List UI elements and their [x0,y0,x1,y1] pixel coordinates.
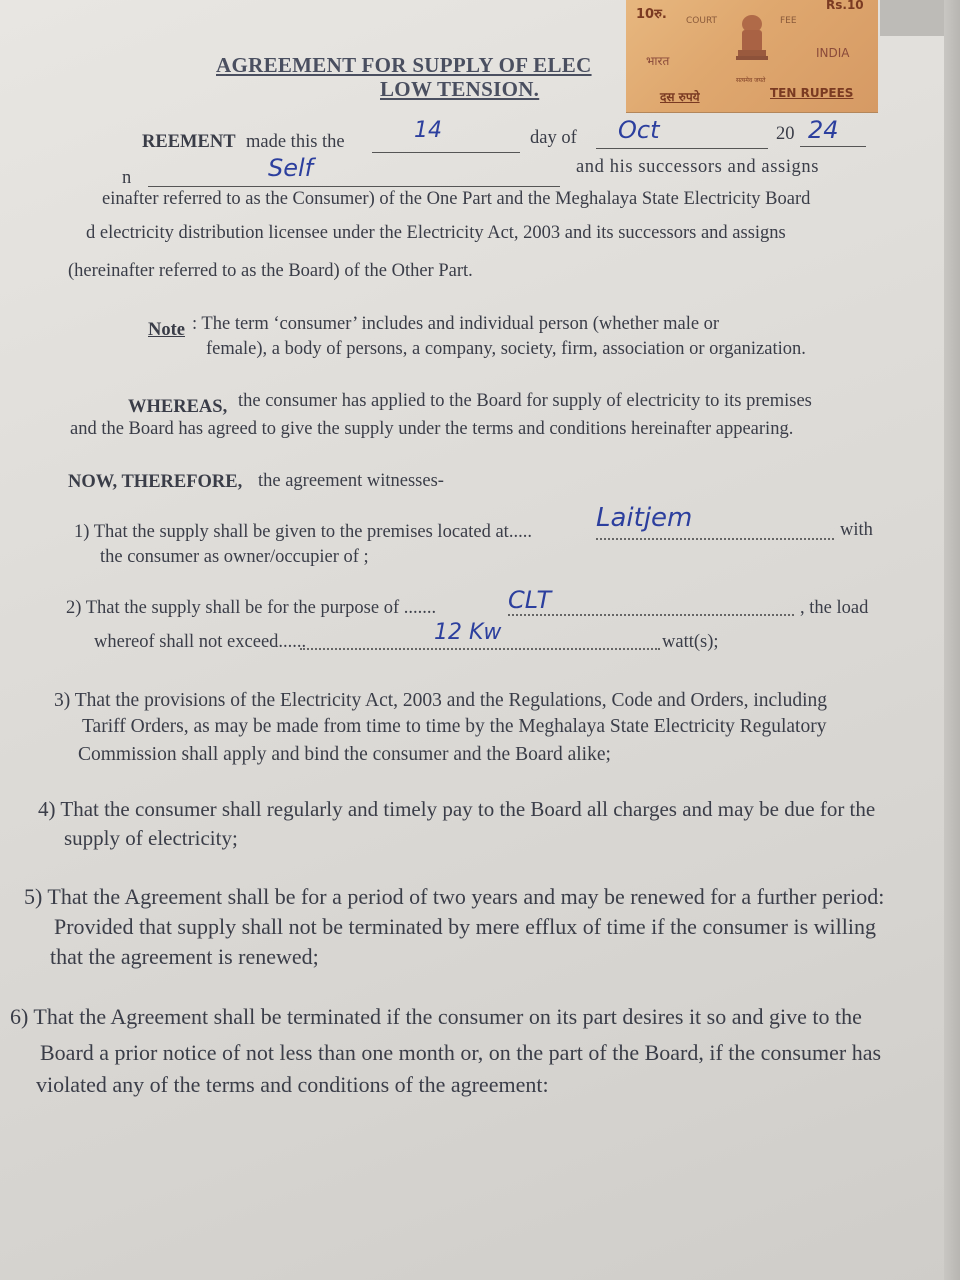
clause-1-with: with [840,520,873,540]
clause-2-dotted-line [508,614,794,616]
preamble-line5: (hereinafter referred to as the Board) of the Other Part. [68,261,473,281]
preamble-successors: and his successors and assigns [576,157,820,177]
stamp-hindi-rupees: दस रुपये [660,90,700,104]
clause-3-line3: Commission shall apply and bind the consumer and the Board alike; [78,744,611,765]
day-value: 14 [414,118,442,143]
year-prefix: 20 [776,124,795,144]
clause-4-line2: supply of electricity; [64,826,238,850]
stamp-english-rupees: TEN RUPEES [770,86,854,100]
stamp-india-text: INDIA [816,46,850,60]
document-title-line2: LOW TENSION. [380,77,540,101]
court-fee-stamp [626,0,878,113]
preamble-line3: einafter referred to as the Consumer) of the One Part and the Meghalaya State Electricity Board [102,189,811,209]
stamp-motto: सत्यमेव जयते [736,77,766,84]
therefore-rest: the agreement witnesses- [258,471,444,491]
stamp-bharat-text: भारत [646,54,670,68]
clause-3-line2: Tariff Orders, as may be made from time to time by the Meghalaya State Electricity Regulatory [82,716,827,737]
note-line1: : The term ‘consumer’ includes and individual person (whether male or [192,314,720,334]
stamp-value-english: Rs.10 [826,0,864,12]
year-underline [800,146,866,147]
page-edge-strip [944,0,960,1280]
national-emblem-icon [728,10,776,66]
whereas-line1: the consumer has applied to the Board for supply of electricity to its premises [238,391,812,411]
clause-2-load: , the load [800,598,869,618]
clause-1-line1: 1) That the supply shall be given to the premises located at..... [74,522,532,542]
clause-4-line1: 4) That the consumer shall regularly and timely pay to the Board all charges and may be due for the [38,797,876,821]
preamble-agreement-word: REEMENT [142,132,236,152]
preamble-made-this: made this the [246,132,345,152]
clause-5-line1: 5) That the Agreement shall be for a period of two years and may be renewed for a further period: [24,884,885,909]
day-underline [372,152,520,153]
note-label: Note [148,320,185,340]
name-underline [148,186,560,187]
note-line2: female), a body of persons, a company, society, firm, association or organization. [206,339,806,359]
consumer-name-value: Self [268,154,314,182]
clause-6-line3: violated any of the terms and conditions of the agreement: [36,1072,549,1097]
preamble-line2-start: n [122,168,132,188]
clause-6-line2: Board a prior notice of not less than one month or, on the part of the Board, if the consumer has [40,1040,882,1065]
whereas-line2: and the Board has agreed to give the supply under the terms and conditions hereinafter appearing. [70,419,794,439]
document-title-line1: AGREEMENT FOR SUPPLY OF ELEC [216,53,592,77]
stamp-fee-text: FEE [780,16,797,26]
month-underline [596,148,768,149]
clause-3-line1: 3) That the provisions of the Electricity Act, 2003 and the Regulations, Code and Orders, including [54,690,827,711]
preamble-line4: d electricity distribution licensee under the Electricity Act, 2003 and its successors and assigns [86,223,786,243]
clause-6-line1: 6) That the Agreement shall be terminated if the consumer on its part desires it so and give to the [10,1004,862,1029]
clause-1-dotted-line [596,538,834,540]
clause-1-line2: the consumer as owner/occupier of ; [100,547,369,567]
month-value: Oct [618,116,660,144]
clause-2-line2: whereof shall not exceed...... [94,632,307,652]
preamble-day-of: day of [530,128,577,148]
stamp-value-hindi: 10रु. [636,7,667,22]
clause-2-load-dotted-line [300,648,660,650]
clause-2-line1: 2) That the supply shall be for the purpose of ....... [66,598,437,618]
premises-location-value: Laitjem [596,503,693,533]
clause-5-line3: that the agreement is renewed; [50,944,319,969]
clause-5-line2: Provided that supply shall not be terminated by mere efflux of time if the consumer is willing [54,914,876,939]
year-value: 24 [808,116,839,144]
supply-purpose-value: CLT [508,586,552,614]
stamp-court-text: COURT [686,16,718,26]
therefore-label: NOW, THEREFORE, [68,472,243,492]
clause-2-watts: watt(s); [662,632,719,652]
load-limit-value: 12 Kw [434,620,502,645]
whereas-label: WHEREAS, [128,397,228,417]
